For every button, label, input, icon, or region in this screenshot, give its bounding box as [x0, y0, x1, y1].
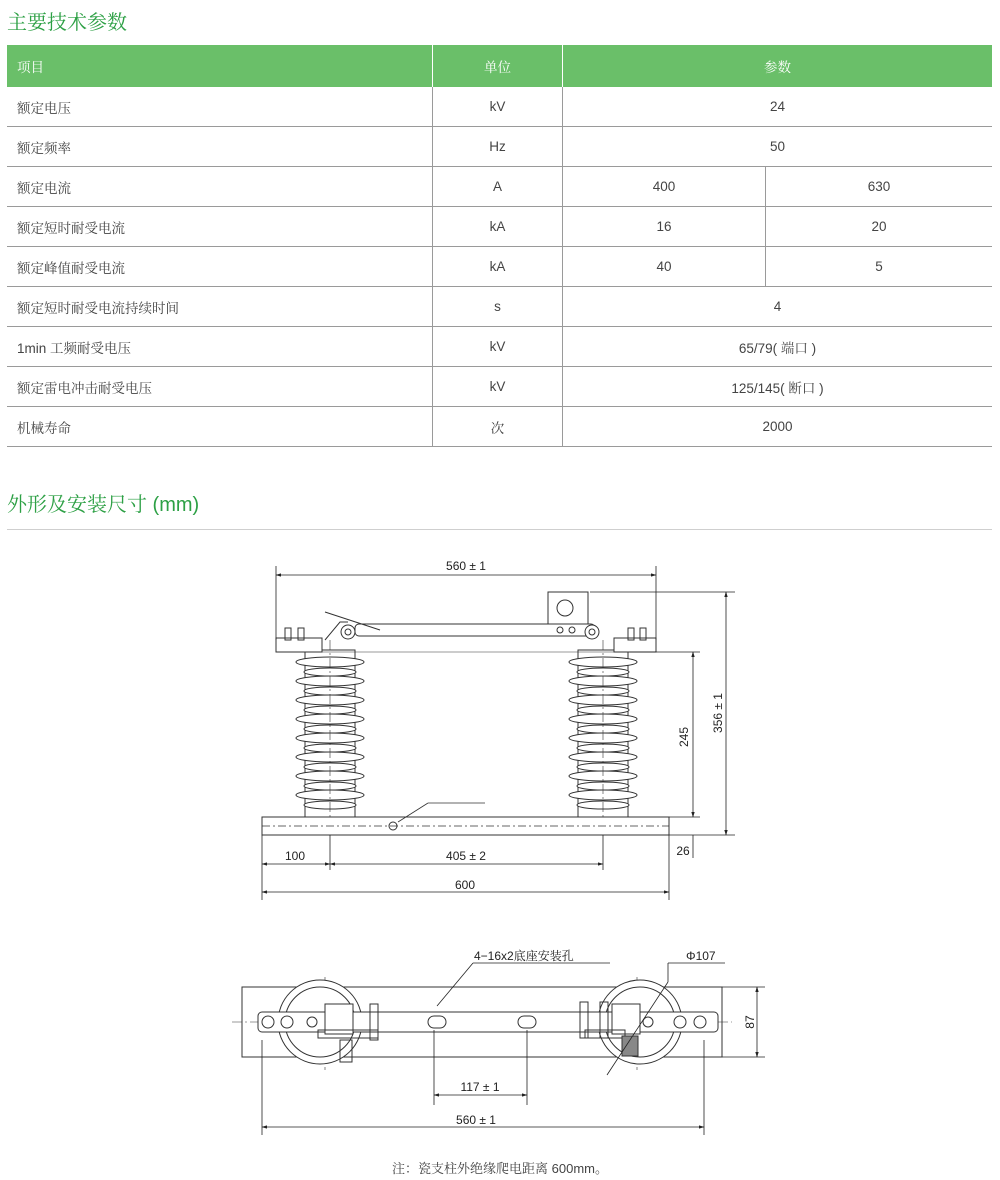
row-name: 额定电流	[7, 167, 433, 207]
row-value-2: 630	[766, 167, 993, 207]
row-value: 50	[563, 127, 993, 167]
row-value-1: 400	[563, 167, 766, 207]
row-name: 额定雷电冲击耐受电压	[7, 367, 433, 407]
row-unit: s	[433, 287, 563, 327]
dim-base: 26	[676, 844, 690, 858]
header-param: 参数	[563, 45, 993, 87]
dim-width-top: 560 ± 1	[446, 559, 486, 573]
plan-view	[232, 977, 732, 1070]
row-unit: kV	[433, 367, 563, 407]
dim-height-total: 356 ± 1	[711, 693, 725, 733]
row-value: 4	[563, 287, 993, 327]
dim-span: 405 ± 2	[446, 849, 486, 863]
switch-blade	[355, 624, 595, 636]
dim-length: 600	[454, 878, 476, 892]
row-name: 额定峰值耐受电流	[7, 247, 433, 287]
diameter-label: Φ107	[686, 949, 716, 963]
row-value-1: 40	[563, 247, 766, 287]
row-value-2: 5	[766, 247, 993, 287]
row-unit: 次	[433, 407, 563, 447]
row-value-1: 16	[563, 207, 766, 247]
row-value: 24	[563, 87, 993, 127]
header-item: 项目	[7, 45, 433, 87]
row-name: 额定短时耐受电流持续时间	[7, 287, 433, 327]
row-name: 额定电压	[7, 87, 433, 127]
header-unit: 单位	[433, 45, 563, 87]
row-value: 2000	[563, 407, 993, 447]
left-insulator	[296, 640, 364, 820]
row-value: 125/145( 断口 )	[563, 367, 993, 407]
dim-insulator: 245	[677, 726, 691, 748]
row-name: 额定短时耐受电流	[7, 207, 433, 247]
creepage-note: 注：瓷支柱外绝缘爬电距离 600mm。	[392, 1161, 608, 1176]
section-title-dimensions: 外形及安装尺寸 (mm)	[7, 494, 200, 516]
dim-width-bottom: 560 ± 1	[456, 1113, 496, 1127]
dim-slot: 117 ± 1	[460, 1080, 500, 1094]
row-unit: A	[433, 167, 563, 207]
row-name: 1min 工频耐受电压	[7, 327, 433, 367]
row-unit: kA	[433, 247, 563, 287]
row-unit: Hz	[433, 127, 563, 167]
section-title-parameters: 主要技术参数	[7, 12, 127, 34]
front-view	[262, 592, 669, 835]
right-insulator	[569, 640, 637, 820]
row-unit: kV	[433, 87, 563, 127]
row-name: 机械寿命	[7, 407, 433, 447]
dim-width-plan: 87	[743, 1015, 757, 1029]
row-value: 65/79( 端口 )	[563, 327, 993, 367]
row-unit: kV	[433, 327, 563, 367]
dim-edge: 100	[284, 849, 306, 863]
row-value-2: 20	[766, 207, 993, 247]
row-name: 额定频率	[7, 127, 433, 167]
mount-holes-label: 4−16x2底座安装孔	[474, 949, 574, 963]
row-unit: kA	[433, 207, 563, 247]
